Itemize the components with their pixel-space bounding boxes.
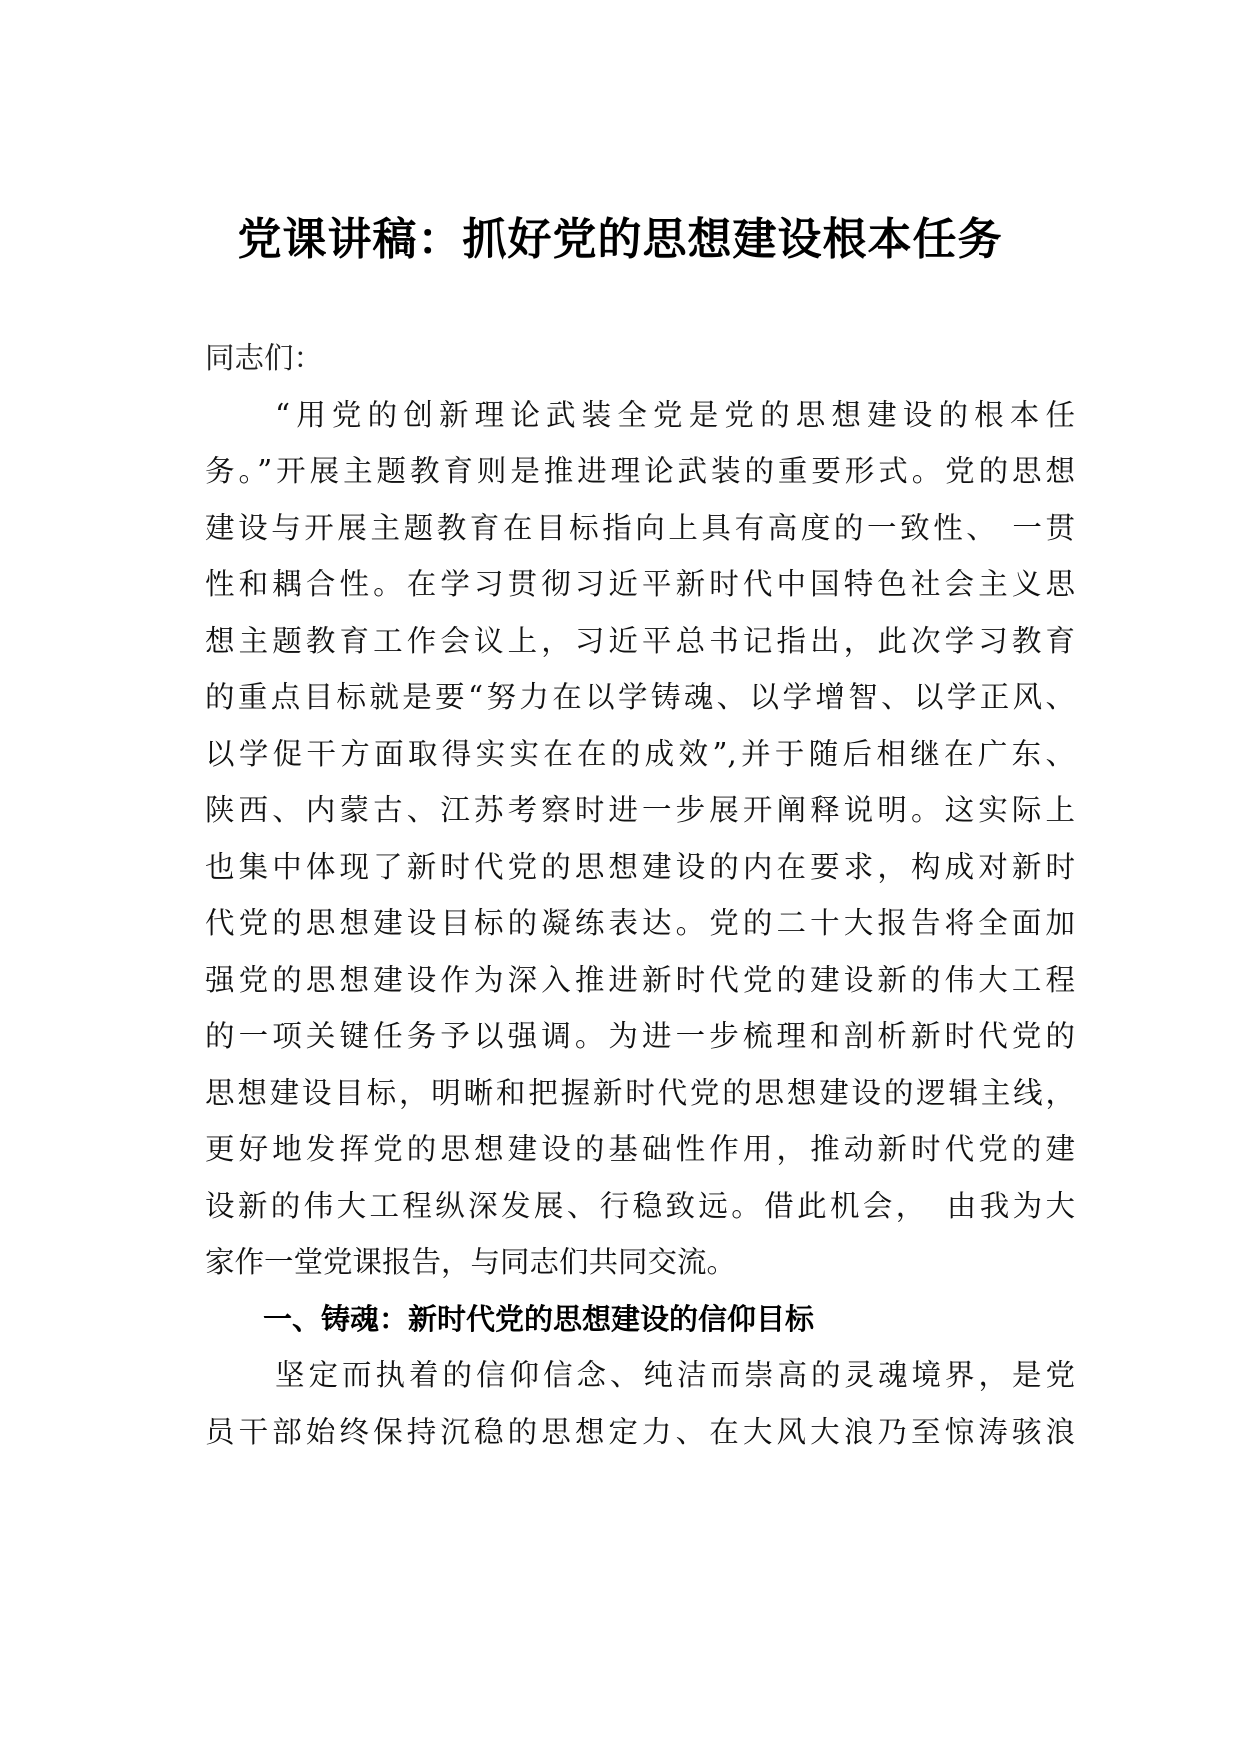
paragraph-line: 陕西、内蒙古、江苏考察时进一步展开阐释说明。这实际上 <box>205 793 1075 827</box>
paragraph-line: 建设与开展主题教育在目标指向上具有高度的一致性、 一贯 <box>205 510 1075 545</box>
paragraph-line: 更好地发挥党的思想建设的基础性作用，推动新时代党的建 <box>205 1132 1075 1166</box>
paragraph-line: 的一项关键任务予以强调。为进一步梳理和剖析新时代党的 <box>205 1019 1075 1053</box>
paragraph-line: 想主题教育工作会议上，习近平总书记指出，此次学习教育 <box>205 623 1075 658</box>
intro-paragraph <box>205 387 1075 1291</box>
document-body <box>205 330 1075 1460</box>
section-heading: 一、铸魂：新时代党的思想建设的信仰目标 <box>263 1301 815 1336</box>
paragraph-line: 思想建设目标，明晰和把握新时代党的思想建设的逻辑主线， <box>205 1075 1075 1110</box>
paragraph-line: 设新的伟大工程纵深发展、行稳致远。借此机会， 由我为大 <box>205 1188 1075 1223</box>
paragraph-line: 强党的思想建设作为深入推进新时代党的建设新的伟大工程 <box>205 962 1075 997</box>
paragraph-line: 性和耦合性。在学习贯彻习近平新时代中国特色社会主义思 <box>205 567 1075 601</box>
paragraph-line: 代党的思想建设目标的凝练表达。党的二十大报告将全面加 <box>205 906 1075 940</box>
paragraph-line: “用党的创新理论武装全党是党的思想建设的根本任 <box>275 397 1075 432</box>
paragraph-line: 务。”开展主题教育则是推进理论武装的重要形式。党的思想 <box>205 454 1075 488</box>
paragraph-line: 的重点目标就是要“努力在以学铸魂、以学增智、以学正风、 <box>205 680 1075 714</box>
document-title: 党课讲稿：抓好党的思想建设根本任务 <box>237 214 1003 265</box>
section1-paragraph <box>205 1347 1075 1460</box>
paragraph-line: 以学促干方面取得实实在在的成效”,并于随后相继在广东、 <box>205 736 1075 771</box>
salutation: 同志们： <box>205 341 324 375</box>
paragraph-line: 家作一堂党课报告，与同志们共同交流。 <box>205 1245 737 1279</box>
paragraph-line: 也集中体现了新时代党的思想建设的内在要求，构成对新时 <box>205 849 1075 884</box>
paragraph-line: 员干部始终保持沉稳的思想定力、在大风大浪乃至惊涛骇浪 <box>205 1414 1075 1449</box>
paragraph-line: 坚定而执着的信仰信念、纯洁而崇高的灵魂境界，是党 <box>275 1358 1075 1392</box>
